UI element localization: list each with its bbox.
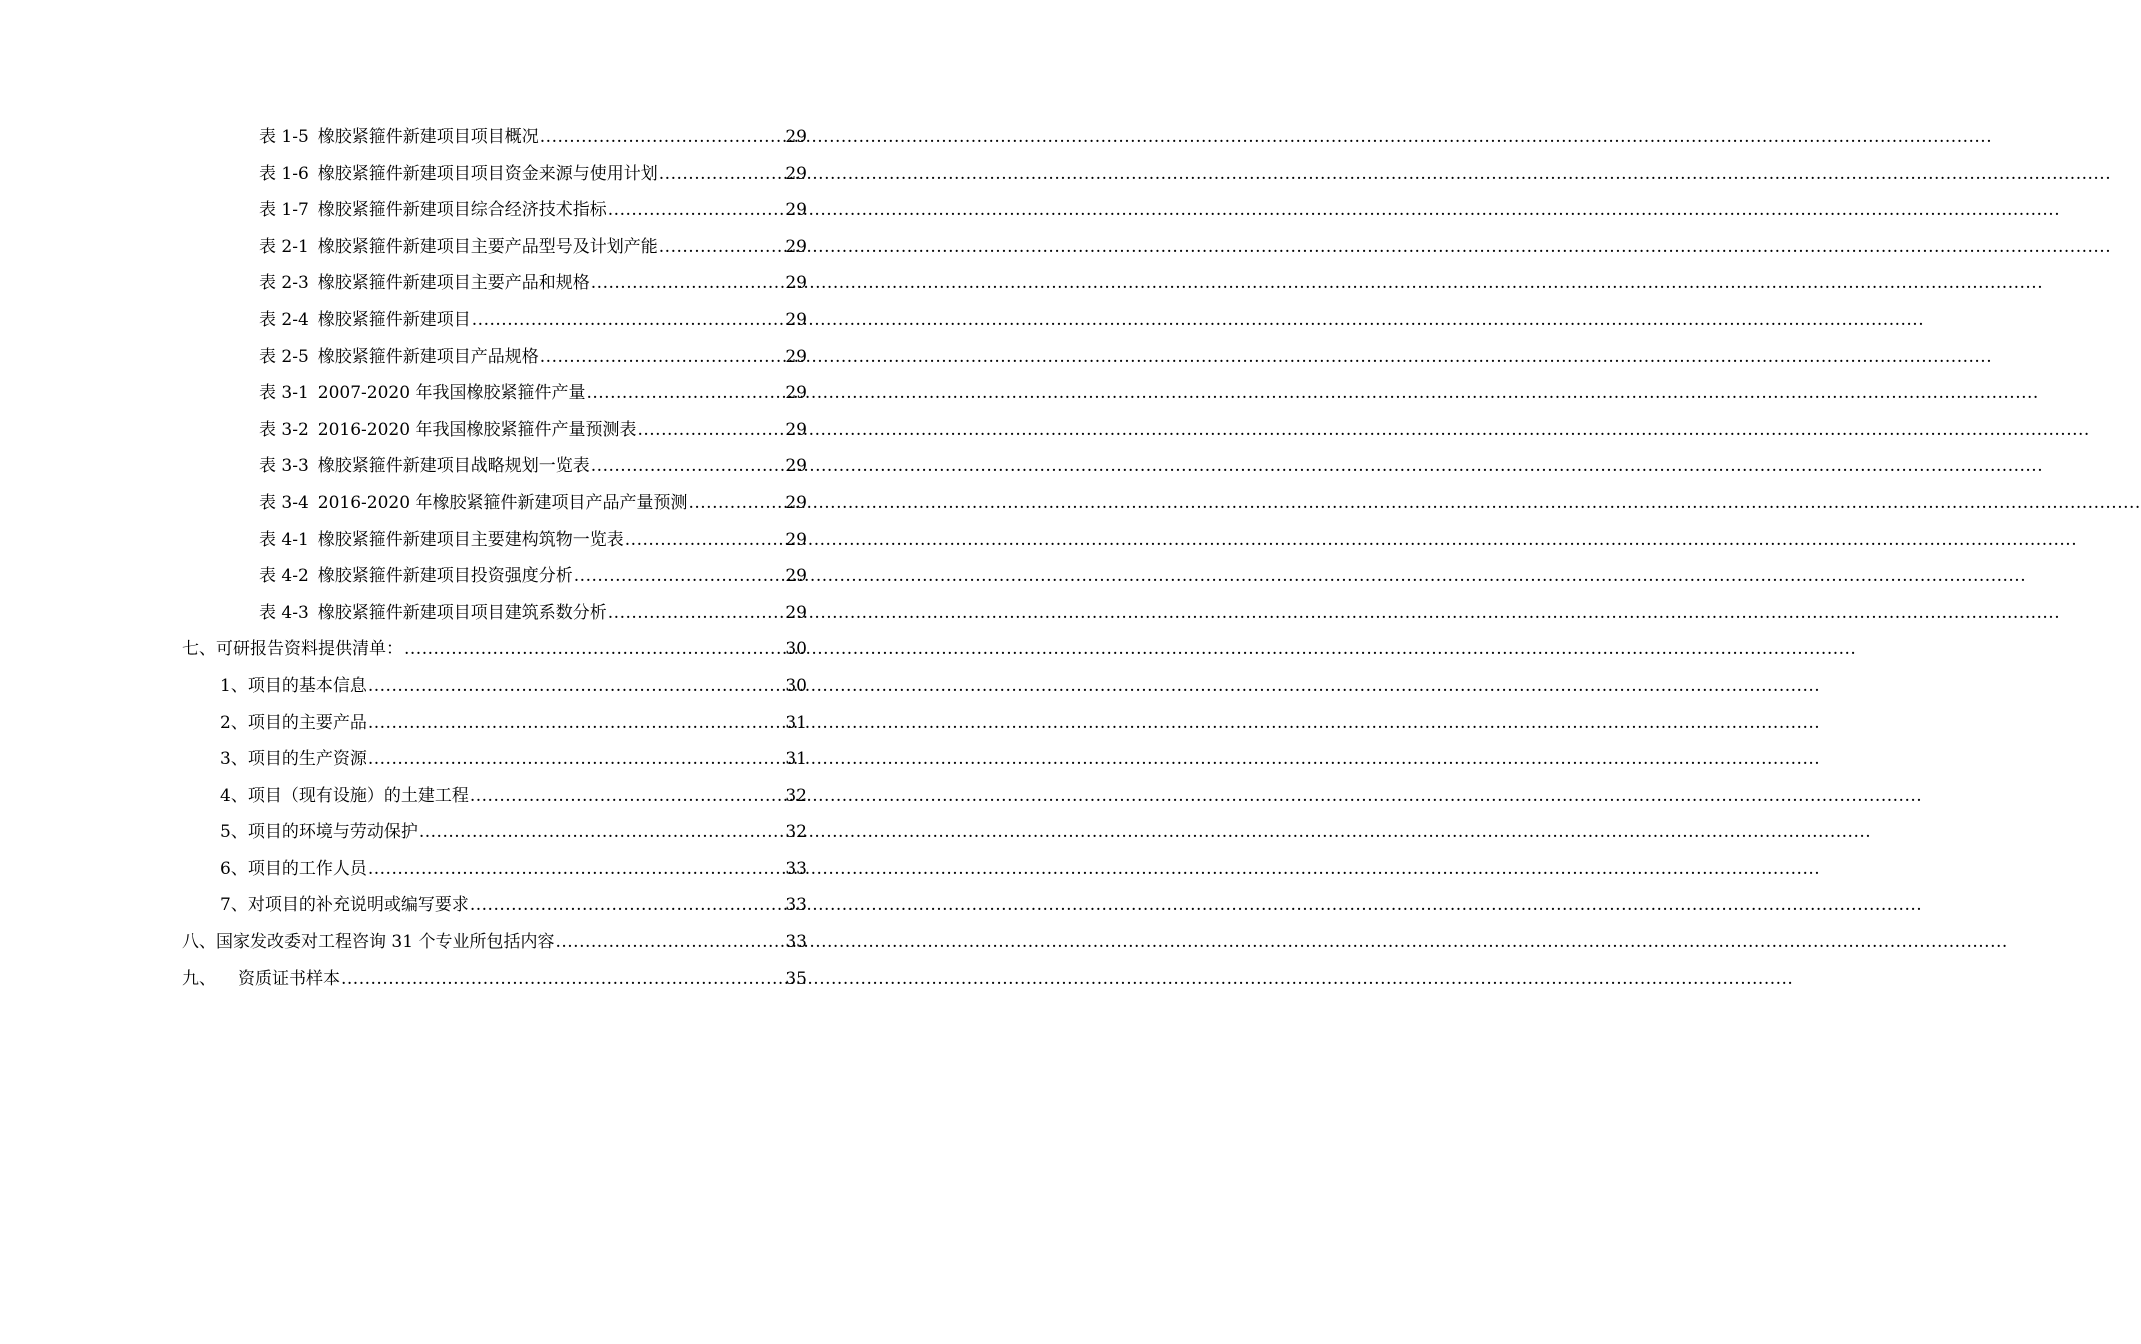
toc-page-number: 35 [785,968,807,989]
toc-entry-table-3-2[interactable] [0,412,950,449]
toc-table-number: 表 1-7 [259,200,309,221]
toc-entry-title: 橡胶紧箍件新建项目项目概况 [317,127,539,147]
toc-entry-table-3-4[interactable] [0,485,950,522]
toc-dot-leader [341,961,784,998]
toc-table-number: 表 4-1 [259,529,309,550]
toc-page-number: 33 [785,895,807,916]
toc-entry-title: 2016-2020 年橡胶紧箍件新建项目产品产量预测 [317,492,688,513]
toc-dot-leader [470,887,785,924]
toc-entry-title: 八、国家发改委对工程咨询 31 个专业所包括内容 [182,932,555,953]
toc-page-number: 29 [785,529,807,550]
toc-entry-title: 1、项目的基本信息 [220,675,367,696]
toc-table-number: 表 3-1 [259,383,309,404]
toc-entry-title: 橡胶紧箍件新建项目项目资金来源与使用计划 [317,163,658,184]
toc-entry-title: 2、项目的主要产品 [220,712,367,733]
toc-page-number: 31 [785,749,807,770]
toc-entry-title: 7、对项目的补充说明或编写要求 [220,895,469,916]
toc-dot-leader [470,778,785,815]
toc-table-number: 表 2-5 [259,346,309,367]
toc-table-number: 表 4-2 [259,566,309,587]
toc-entry-item-7[interactable] [0,887,950,924]
toc-page-number: 33 [785,932,807,953]
toc-page-number: 29 [785,236,807,257]
toc-page-number: 29 [785,602,807,623]
toc-dot-leader [608,192,785,229]
toc-table-number: 表 2-1 [259,236,309,257]
toc-page-number: 32 [785,822,807,843]
toc-entry-title: 橡胶紧箍件新建项目 [317,309,471,330]
toc-page-number: 29 [785,127,807,147]
toc-page-number: 29 [785,419,807,440]
toc-table-number: 表 2-3 [259,273,309,294]
toc-entry-title: 2016-2020 年我国橡胶紧箍件产量预测表 [317,419,637,440]
toc-dot-leader [608,595,785,632]
toc-entry-table-2-5[interactable] [0,339,950,376]
table-of-contents [0,119,950,997]
toc-page-number: 29 [785,163,807,184]
toc-entry-title: 橡胶紧箍件新建项目项目建筑系数分析 [317,602,607,623]
toc-dot-leader [368,851,785,888]
toc-entry-title: 橡胶紧箍件新建项目综合经济技术指标 [317,200,607,221]
toc-dot-leader [574,558,785,595]
toc-table-number: 表 2-4 [259,309,309,330]
toc-entry-title: 橡胶紧箍件新建项目主要建构筑物一览表 [317,529,624,550]
toc-entry-table-4-3[interactable] [0,595,950,632]
toc-entry-item-4[interactable] [0,778,950,815]
toc-entry-table-1-6[interactable] [0,156,950,193]
toc-entry-title: 橡胶紧箍件新建项目主要产品型号及计划产能 [317,236,658,257]
toc-page-number: 32 [785,785,807,806]
toc-dot-leader [625,522,785,559]
toc-entry-title: 4、项目（现有设施）的土建工程 [220,785,469,806]
toc-entry-section-7[interactable] [0,631,950,668]
toc-page-number: 29 [785,346,807,367]
toc-dot-leader [659,156,785,193]
toc-dot-leader [688,485,784,522]
toc-entry-title: 2007-2020 年我国橡胶紧箍件产量 [317,383,586,404]
toc-dot-leader [540,119,785,156]
toc-page-number: 31 [785,712,807,733]
toc-page-number: 29 [785,383,807,404]
toc-entry-item-1[interactable] [0,668,950,705]
toc-entry-title: 6、项目的工作人员 [220,858,367,879]
toc-entry-section-9[interactable] [0,961,950,998]
toc-entry-title: 橡胶紧箍件新建项目投资强度分析 [317,566,573,587]
toc-page-number: 29 [785,273,807,294]
toc-dot-leader [637,412,784,449]
toc-dot-leader [591,448,785,485]
toc-dot-leader [472,302,785,339]
toc-table-number: 表 1-6 [259,163,309,184]
toc-entry-table-2-1[interactable] [0,229,950,266]
toc-entry-item-6[interactable] [0,851,950,888]
toc-page-number: 29 [785,456,807,477]
toc-page-number: 29 [785,200,807,221]
toc-dot-leader [419,814,785,851]
toc-entry-item-3[interactable] [0,741,950,778]
toc-page-number: 33 [785,858,807,879]
toc-entry-title: 3、项目的生产资源 [220,749,367,770]
toc-table-number: 表 4-3 [259,602,309,623]
document-page [0,0,950,1344]
toc-entry-title: 橡胶紧箍件新建项目产品规格 [317,346,539,367]
toc-dot-leader [586,375,784,412]
toc-entry-table-3-1[interactable] [0,375,950,412]
toc-entry-title: 橡胶紧箍件新建项目主要产品和规格 [317,273,590,294]
toc-dot-leader [368,705,785,742]
toc-dot-leader [659,229,785,266]
toc-entry-item-2[interactable] [0,705,950,742]
toc-table-number: 表 3-3 [259,456,309,477]
toc-dot-leader [555,924,784,961]
toc-page-number: 29 [785,492,807,513]
toc-table-number: 表 1-5 [259,127,309,147]
toc-entry-item-5[interactable] [0,814,950,851]
toc-entry-title: 七、可研报告资料提供清单： [182,639,403,660]
toc-entry-table-3-3[interactable] [0,448,950,485]
toc-entry-table-4-2[interactable] [0,558,950,595]
toc-page-number: 30 [785,675,807,696]
toc-entry-title: 橡胶紧箍件新建项目战略规划一览表 [317,456,590,477]
toc-table-number: 表 3-4 [259,492,309,513]
toc-page-number: 30 [785,639,807,660]
toc-entry-table-2-4[interactable] [0,302,950,339]
toc-entry-title [182,961,340,998]
toc-dot-leader [591,265,785,302]
toc-section-label: 九、 [182,968,216,989]
toc-page-number: 29 [785,309,807,330]
toc-entry-table-2-3[interactable] [0,265,950,302]
toc-dot-leader [368,668,785,705]
toc-section-title: 资质证书样本 [238,968,340,989]
toc-entry-table-4-1[interactable] [0,522,950,559]
toc-entry-section-8[interactable] [0,924,950,961]
toc-dot-leader [368,741,785,778]
toc-entry-title: 5、项目的环境与劳动保护 [220,822,418,843]
toc-dot-leader [540,339,785,376]
toc-entry-table-1-7[interactable] [0,192,950,229]
toc-table-number: 表 3-2 [259,419,309,440]
toc-entry-table-1-5[interactable] [0,119,950,156]
toc-dot-leader [404,631,784,668]
toc-page-number: 29 [785,566,807,587]
